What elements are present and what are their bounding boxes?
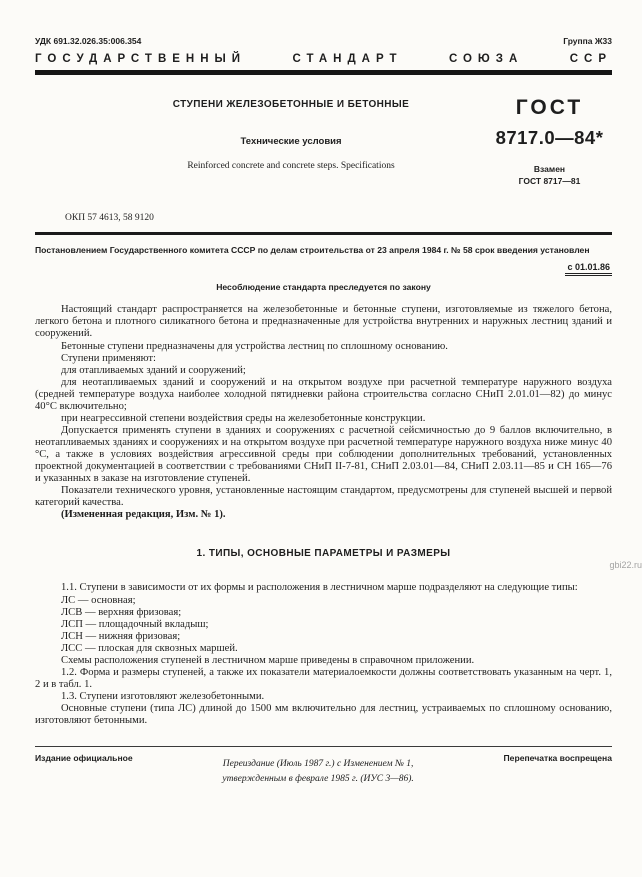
- intro-paragraph: Настоящий стандарт распространяется на железобетонные и бетонные ступени, изготовляемые из тяжелого бетона, легкого бетона и плотного силикатного бетона и предназначенные для устройства внутренних и наружных лестниц зданий и сооружений.: [35, 304, 612, 340]
- section-paragraph: 1.2. Форма и размеры ступеней, а также их показатели материалоемкости должны соответствовать указанным на черт. 1, 2 и в табл. 1.: [35, 666, 612, 690]
- gost-label: ГОСТ: [515, 96, 584, 119]
- header-divider: [35, 70, 612, 75]
- reissue-note: [133, 757, 504, 787]
- intro-paragraph: при неагрессивной степени воздействия среды на железобетонные конструкции.: [61, 412, 426, 424]
- group-code: Группа Ж33: [563, 36, 612, 46]
- section-paragraph: ЛСН — нижняя фризовая;: [61, 630, 181, 642]
- intro-paragraph: Допускается применять ступени в зданиях и сооружениях с расчетной сейсмичностью до 9 баллов включительно, в неотапливаемых зданиях и сооружениях и на открытом воздухе при расчетной температуре наружного воздуха ниже минус 40 °С, а также в условиях воздействия агрессивной среды при соблюдении дополнительных требований, установленных проектной документацией в соответствии с требованиями СНиП II-7-81, СНиП 2.03.01—84, СНиП 2.03.11—85 и СН 165—76 и указанных в заказе на изготовление ступеней.: [35, 424, 612, 485]
- replaces-number: ГОСТ 8717—81: [518, 176, 581, 186]
- doc-subtitle: Технические условия: [240, 136, 342, 147]
- section-paragraph: ЛСП — площадочный вкладыш;: [61, 618, 209, 630]
- replaces-label: Взамен: [533, 164, 566, 174]
- doc-title: СТУПЕНИ ЖЕЛЕЗОБЕТОННЫЕ И БЕТОННЫЕ: [172, 99, 410, 110]
- intro-paragraph: Ступени применяют:: [61, 352, 157, 364]
- org-word: ССР: [569, 53, 612, 65]
- section-paragraph: Основные ступени (типа ЛС) длиной до 1500 мм включительно для лестниц, устраиваемых по сплошному основанию, изготовляют бетонными.: [35, 703, 612, 727]
- section-paragraph: 1.3. Ступени изготовляют железобетонными.: [61, 691, 265, 702]
- site-watermark: gbi22.ru: [609, 560, 642, 570]
- footer-divider: [35, 746, 612, 747]
- section-heading: 1. ТИПЫ, ОСНОВНЫЕ ПАРАМЕТРЫ И РАЗМЕРЫ: [196, 548, 451, 560]
- standard-org-title: [35, 53, 612, 65]
- official-edition-label: Издание официальное: [35, 753, 133, 763]
- okp-code: ОКП 57 4613, 58 9120: [65, 213, 154, 223]
- org-word: ГОСУДАРСТВЕННЫЙ: [35, 53, 247, 65]
- reprint-prohibited-label: Перепечатка воспрещена: [503, 753, 612, 763]
- intro-paragraph: для отапливаемых зданий и сооружений;: [61, 364, 246, 376]
- section-paragraph: ЛСВ — верхняя фризовая;: [61, 606, 182, 618]
- reissue-note-line1: Переиздание (Июль 1987 г.) с Изменением № 1,: [222, 759, 414, 769]
- section1-body: [35, 582, 612, 727]
- footer-row: [35, 753, 612, 787]
- page-footer: [35, 746, 612, 787]
- udk-code: УДК 691.32.026.35:006.354: [35, 36, 142, 46]
- effective-date: с 01.01.86: [565, 262, 612, 276]
- effective-date-row: [35, 262, 612, 272]
- intro-paragraph: Показатели технического уровня, установленные настоящим стандартом, предусмотрены для ступеней высшей и первой категорий качества.: [35, 485, 612, 509]
- intro-section: [35, 304, 612, 521]
- intro-paragraph: для неотапливаемых зданий и сооружений и на открытом воздухе при расчетной температуре наружного воздуха (средней температуре воздуха наиболее холодной пятидневки района строительства согласно СНиП 2.01.01—82) до минус 40°С включительно;: [35, 376, 612, 412]
- doc-subtitle-en: Reinforced concrete and concrete steps. Specifications: [187, 161, 395, 171]
- gost-number: 8717.0—84*: [495, 127, 604, 148]
- section-paragraph: Схемы расположения ступеней в лестничном марше приведены в справочном приложении.: [61, 654, 475, 666]
- intro-paragraph: Бетонные ступени предназначены для устройства лестниц по сплошному основанию.: [61, 340, 448, 352]
- org-word: СОЮЗА: [448, 53, 524, 65]
- title-column: [35, 95, 487, 203]
- amendment-note: (Измененная редакция, Изм. № 1).: [61, 509, 226, 521]
- section-paragraph: ЛСС — плоская для сквозных маршей.: [61, 642, 238, 654]
- decree-text: Постановлением Государственного комитета СССР по делам строительства от 23 апреля 1984 г. № 58 срок введения установлен: [35, 245, 590, 255]
- reissue-note-line2: утвержденным в феврале 1985 г. (ИУС 3—86).: [222, 774, 414, 785]
- gost-designation-block: [487, 95, 612, 203]
- title-block: [35, 95, 612, 203]
- section-paragraph: ЛС — основная;: [61, 594, 136, 606]
- section-paragraph: 1.1. Ступени в зависимости от их формы и расположения в лестничном марше подразделяют на следующие типы:: [61, 582, 578, 594]
- section-divider: [35, 232, 612, 235]
- org-word: СТАНДАРТ: [292, 53, 403, 65]
- classification-row: [35, 36, 612, 46]
- law-notice: Несоблюдение стандарта преследуется по закону: [216, 282, 431, 293]
